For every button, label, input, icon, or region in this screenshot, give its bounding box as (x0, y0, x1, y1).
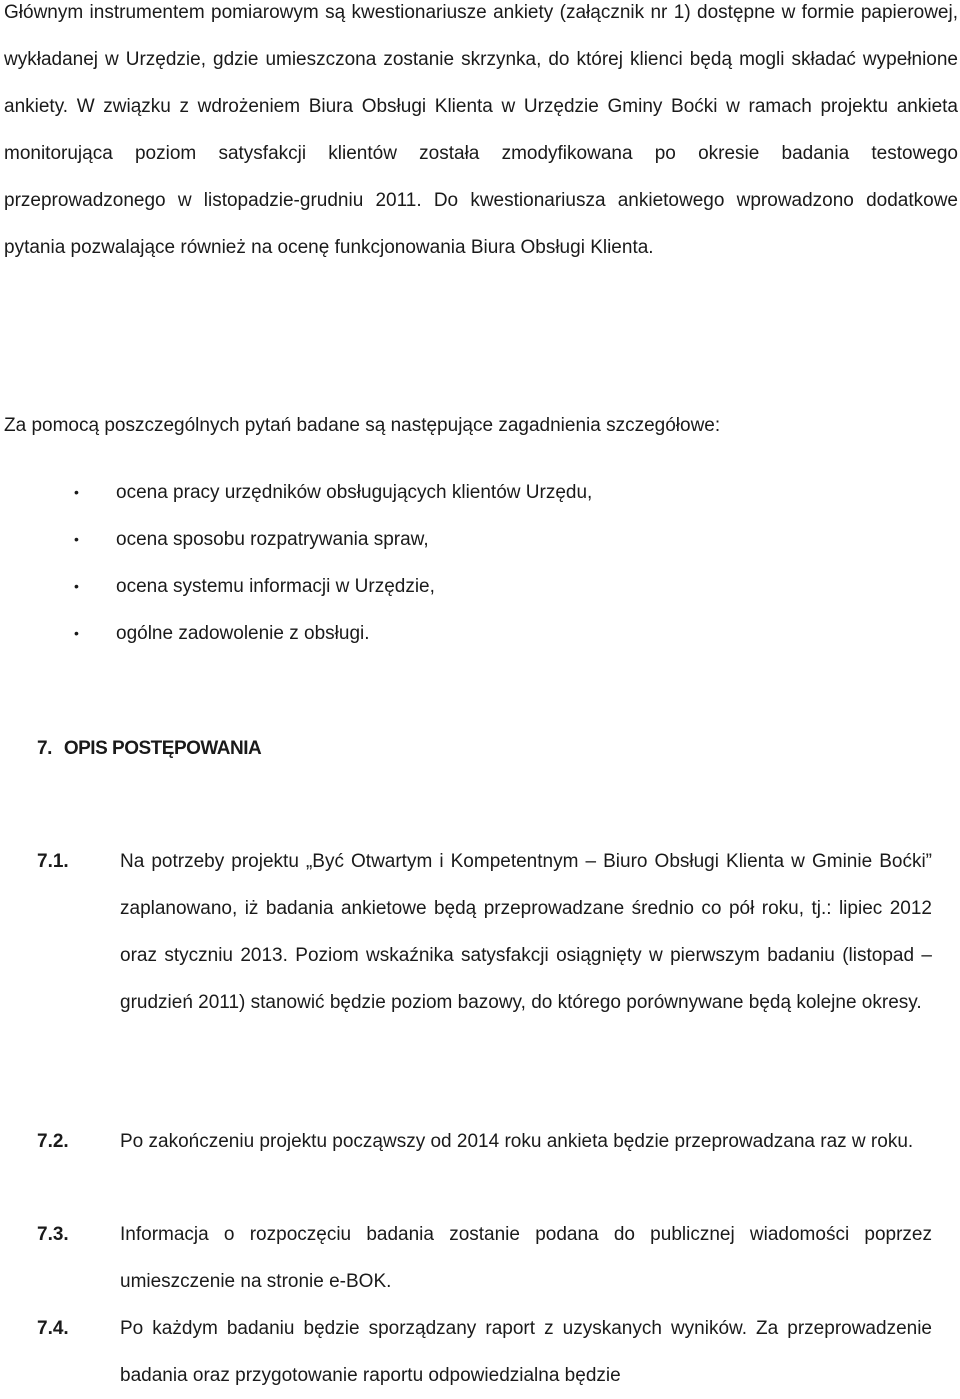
bullet-icon: • (74, 625, 79, 641)
item-text: Po zakończeniu projektu począwszy od 2014 roku ankieta będzie przeprowadzana raz w roku. (120, 1131, 914, 1152)
item-number: 7.3. (37, 1224, 69, 1245)
bullet-icon: • (74, 578, 79, 594)
item-number: 7.2. (37, 1131, 69, 1152)
topics-intro-paragraph: Za pomocą poszczególnych pytań badane są następujące zagadnienia szczegółowe: (4, 415, 721, 436)
list-item: • ogólne zadowolenie z obsługi. (0, 610, 960, 657)
item-text: Na potrzeby projektu „Być Otwartym i Kompetentnym – Biuro Obsługi Klienta w Gminie Boćki” zaplanowano, iż badania ankietowe będą przeprowadzane średnio co pół roku, tj.: lipiec 2012 oraz styczniu 2013. Poziom wskaźnika satysfakcji osiągnięty w pierwszym badaniu (listopad – grudzień 2011) stanowić będzie poziom bazowy, do którego porównywane będą kolejne okresy. (120, 851, 932, 1013)
bullet-icon: • (74, 484, 79, 500)
section-heading (37, 725, 261, 772)
list-item: • ocena systemu informacji w Urzędzie, (0, 563, 960, 610)
topics-list (0, 469, 960, 657)
item-number: 7.1. (37, 851, 69, 872)
list-item: • ocena sposobu rozpatrywania spraw, (0, 516, 960, 563)
bullet-icon: • (74, 531, 79, 547)
list-item: • ocena pracy urzędników obsługujących klientów Urzędu, (0, 469, 960, 516)
section-number: 7. (37, 738, 52, 759)
intro-paragraph: Głównym instrumentem pomiarowym są kwestionariusze ankiety (załącznik nr 1) dostępne w formie papierowej, wykładanej w Urzędzie, gdzie umieszczona zostanie skrzynka, do której klienci będą mogli składać wypełnione ankiety. W związku z wdrożeniem Biura Obsługi Klienta w Urzędzie Gminy Boćki w ramach projektu ankieta monitorująca poziom satysfakcji klientów została zmodyfikowana po okresie badania testowego przeprowadzonego w listopadzie-grudniu 2011. Do kwestionariusza ankietowego wprowadzono dodatkowe pytania pozwalające również na ocenę funkcjonowania Biura Obsługi Klienta. (4, 2, 958, 258)
item-number: 7.4. (37, 1318, 69, 1339)
section-title: OPIS POSTĘPOWANIA (63, 738, 262, 759)
item-text: Informacja o rozpoczęciu badania zostanie podana do publicznej wiadomości poprzez umieszczenie na stronie e-BOK. (120, 1224, 932, 1292)
item-text: Po każdym badaniu będzie sporządzany raport z uzyskanych wyników. Za przeprowadzenie badania oraz przygotowanie raportu odpowiedzialna będzie (120, 1318, 932, 1386)
